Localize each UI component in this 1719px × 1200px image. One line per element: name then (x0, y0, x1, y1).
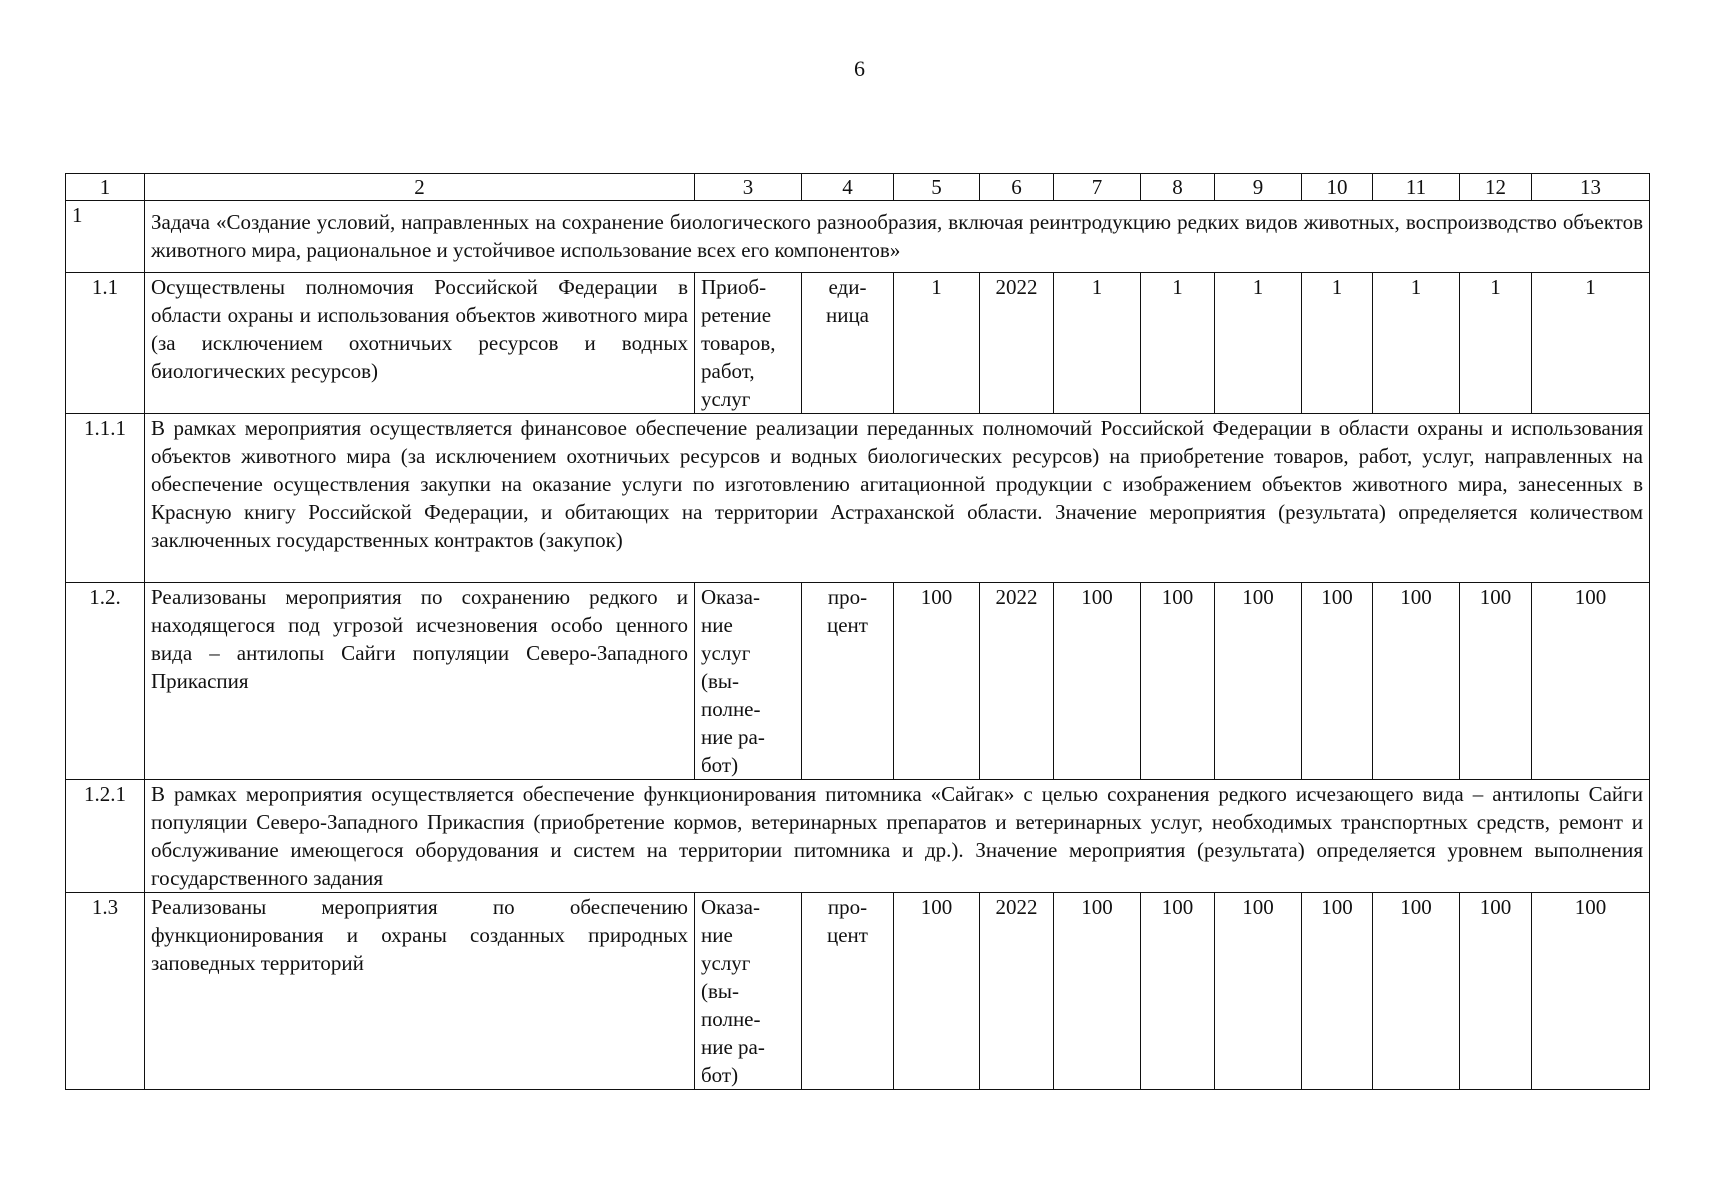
value-cell: 100 (1373, 893, 1460, 1090)
value-cell: 1 (1373, 273, 1460, 414)
column-number: 1 (66, 174, 145, 201)
value-cell: 1 (1054, 273, 1141, 414)
value-cell: 100 (894, 893, 980, 1090)
task-row (66, 201, 1650, 273)
column-number: 3 (695, 174, 802, 201)
value-cell: 100 (1460, 583, 1532, 780)
column-number-row (66, 174, 1650, 201)
description-row (66, 780, 1650, 893)
column-number: 8 (1141, 174, 1215, 201)
value-cell: 100 (1054, 583, 1141, 780)
description-text: В рамках мероприятия осуществляется финансовое обеспечение реализации переданных полномочий Российской Федерации в области охраны и использования объектов животного мира (за исключением охотничьих ресурсов и водных биологических ресурсов) на приобретение товаров, работ, услуг, направленных на обеспечение осуществления закупки на оказание услуги по изготовлению агитационной продукции с изображением объектов животного мира, занесенных в Красную книгу Российской Федерации, и обитающих на территории Астраханской области. Значение мероприятия (результата) определяется количеством заключенных государственных контрактов (закупок) (145, 414, 1650, 583)
value-cell: 100 (894, 583, 980, 780)
task-number: 1 (66, 201, 145, 273)
value-cell: 1 (1460, 273, 1532, 414)
value-cell: 1 (1215, 273, 1302, 414)
value-cell: 100 (1373, 583, 1460, 780)
row-number: 1.2.1 (66, 780, 145, 893)
unit: про- цент (802, 893, 894, 1090)
value-cell: 100 (1532, 893, 1650, 1090)
value-cell: 1 (1532, 273, 1650, 414)
indicator-row (66, 583, 1650, 780)
event-type: Оказа- ние услуг (вы- полне- ние ра- бот) (695, 893, 802, 1090)
column-number: 12 (1460, 174, 1532, 201)
column-number: 7 (1054, 174, 1141, 201)
column-number: 4 (802, 174, 894, 201)
value-cell: 2022 (980, 273, 1054, 414)
indicator-row (66, 893, 1650, 1090)
task-text: Задача «Создание условий, направленных на сохранение биологического разнообразия, включая реинтродукцию редких видов животных, воспроизводство объектов животного мира, рациональное и устойчивое использование всех его компонентов» (145, 201, 1650, 273)
value-cell: 1 (1302, 273, 1373, 414)
indicator-row (66, 273, 1650, 414)
column-number: 9 (1215, 174, 1302, 201)
value-cell: 100 (1215, 893, 1302, 1090)
value-cell: 2022 (980, 583, 1054, 780)
column-number: 5 (894, 174, 980, 201)
value-cell: 1 (1141, 273, 1215, 414)
column-number: 2 (145, 174, 695, 201)
row-number: 1.3 (66, 893, 145, 1090)
column-number: 10 (1302, 174, 1373, 201)
value-cell: 1 (894, 273, 980, 414)
indicator-name: Осуществлены полномочия Российской Федерации в области охраны и использования объектов животного мира (за исключением охотничьих ресурсов и водных биологических ресурсов) (145, 273, 695, 414)
indicator-name: Реализованы мероприятия по обеспечению функционирования и охраны созданных природных заповедных территорий (145, 893, 695, 1090)
indicators-table (65, 173, 1650, 1090)
event-type: Приоб- ретение товаров, работ, услуг (695, 273, 802, 414)
column-number: 6 (980, 174, 1054, 201)
value-cell: 2022 (980, 893, 1054, 1090)
value-cell: 100 (1460, 893, 1532, 1090)
description-text: В рамках мероприятия осуществляется обеспечение функционирования питомника «Сайгак» с целью сохранения редкого исчезающего вида – антилопы Сайги популяции Северо-Западного Прикаспия (приобретение кормов, ветеринарных препаратов и ветеринарных услуг, необходимых транспортных средств, ремонт и обслуживание имеющегося оборудования и систем на территории питомника и др.). Значение мероприятия (результата) определяется уровнем выполнения государственного задания (145, 780, 1650, 893)
column-number: 13 (1532, 174, 1650, 201)
indicator-name: Реализованы мероприятия по сохранению редкого и находящегося под угрозой исчезновения особо ценного вида – антилопы Сайги популяции Северо-Западного Прикаспия (145, 583, 695, 780)
column-number: 11 (1373, 174, 1460, 201)
event-type: Оказа- ние услуг (вы- полне- ние ра- бот) (695, 583, 802, 780)
value-cell: 100 (1302, 583, 1373, 780)
page-number: 6 (854, 56, 865, 81)
row-number: 1.2. (66, 583, 145, 780)
value-cell: 100 (1532, 583, 1650, 780)
description-row (66, 414, 1650, 583)
value-cell: 100 (1141, 583, 1215, 780)
row-number: 1.1 (66, 273, 145, 414)
unit: еди- ница (802, 273, 894, 414)
unit: про- цент (802, 583, 894, 780)
value-cell: 100 (1215, 583, 1302, 780)
row-number: 1.1.1 (66, 414, 145, 583)
value-cell: 100 (1141, 893, 1215, 1090)
value-cell: 100 (1302, 893, 1373, 1090)
value-cell: 100 (1054, 893, 1141, 1090)
